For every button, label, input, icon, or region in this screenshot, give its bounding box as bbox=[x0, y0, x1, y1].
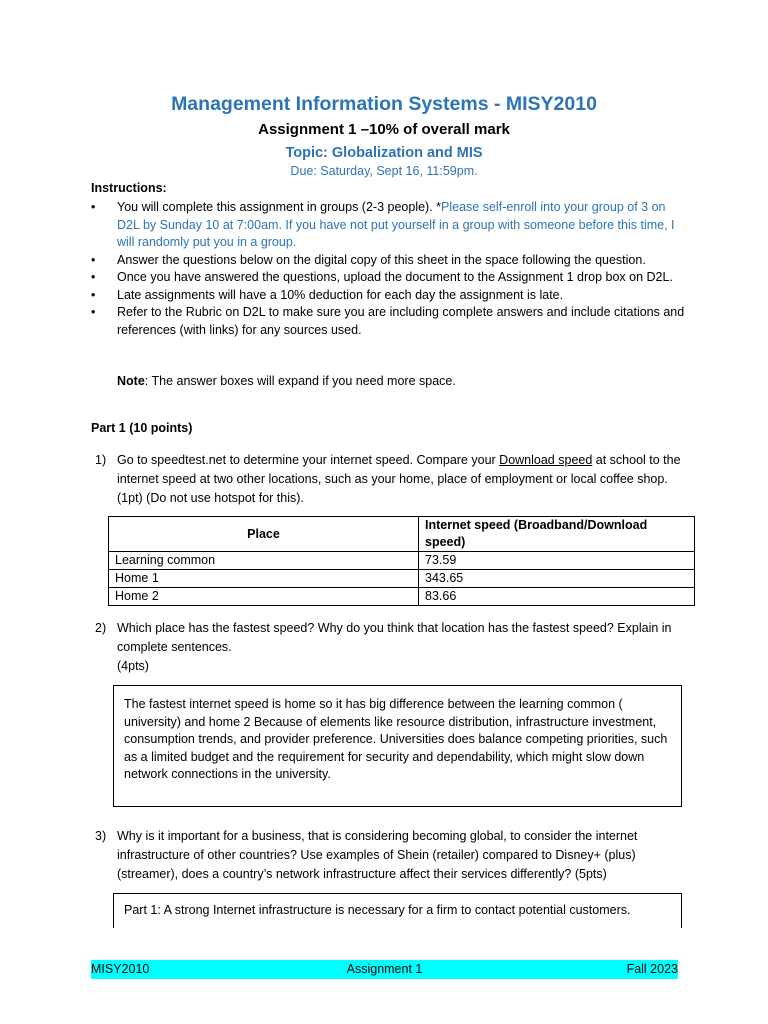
instructions-list bbox=[91, 199, 691, 339]
speed-cell[interactable]: 83.66 bbox=[419, 588, 695, 606]
assignment-subtitle: Assignment 1 –10% of overall mark bbox=[258, 121, 510, 138]
table-row bbox=[109, 570, 695, 588]
part1-heading: Part 1 (10 points) bbox=[91, 421, 193, 435]
document-title: Management Information Systems - MISY2010 bbox=[171, 93, 597, 115]
footer-term: Fall 2023 bbox=[626, 962, 678, 976]
due-date: Due: Saturday, Sept 16, 11:59pm. bbox=[290, 164, 478, 178]
footer-assignment: Assignment 1 bbox=[346, 962, 423, 976]
speed-cell[interactable]: 343.65 bbox=[419, 570, 695, 588]
column-header-speed: Internet speed (Broadband/Download speed) bbox=[419, 517, 695, 552]
footer-course-code: MISY2010 bbox=[91, 962, 150, 976]
topic-line: Topic: Globalization and MIS bbox=[285, 145, 483, 161]
place-cell[interactable]: Learning common bbox=[109, 552, 419, 570]
speed-cell[interactable]: 73.59 bbox=[419, 552, 695, 570]
note-label: Note bbox=[117, 374, 145, 388]
instruction-item: • Answer the questions below on the digital copy of this sheet in the space following the question. bbox=[91, 252, 691, 270]
instructions-heading: Instructions: bbox=[91, 181, 167, 195]
table-row bbox=[109, 588, 695, 606]
question-text-part: Go to speedtest.net to determine your internet speed. Compare your bbox=[117, 453, 500, 467]
column-header-place: Place bbox=[109, 517, 419, 552]
answer-box-q3[interactable]: Part 1: A strong Internet infrastructure is necessary for a firm to contact potential customers. bbox=[113, 893, 682, 928]
question-text bbox=[117, 451, 691, 508]
question-2 bbox=[91, 619, 691, 676]
speed-table bbox=[108, 516, 695, 606]
table-row bbox=[109, 552, 695, 570]
instruction-item: • Late assignments will have a 10% deduction for each day the assignment is late. bbox=[91, 287, 691, 305]
answer-box-q2[interactable]: The fastest internet speed is home so it has big difference between the learning common ( university) and home 2 Because of elements like resource distribution, infrastructure investment, consumption trends, and provider preference. Universities does balance competing priorities, such as a limited budget and the requirement for security and dependability, which might slow down network connections in the university. bbox=[113, 685, 682, 807]
note-line bbox=[117, 374, 456, 388]
instruction-item: • Once you have answered the questions, upload the document to the Assignment 1 drop box on D2L. bbox=[91, 269, 691, 287]
instruction-text: You will complete this assignment in groups (2-3 people). * bbox=[117, 200, 442, 214]
place-cell[interactable]: Home 2 bbox=[109, 588, 419, 606]
instruction-item: • Refer to the Rubric on D2L to make sure you are including complete answers and include citations and references (with links) for any sources used. bbox=[91, 304, 691, 339]
question-3 bbox=[91, 827, 691, 884]
question-points: (4pts) bbox=[117, 659, 149, 673]
question-number: 3) bbox=[95, 829, 107, 843]
page-footer bbox=[91, 960, 678, 979]
self-enroll-notice: Please self-enroll into your group of 3 on D2L by Sunday 10 at 7:00am. If you have not put yourself in a group with someone before this time, I will randomly put you in a group. bbox=[117, 200, 675, 249]
download-speed-underlined: Download speed bbox=[499, 453, 593, 467]
question-number: 2) bbox=[95, 621, 107, 635]
question-text: Why is it important for a business, that is considering becoming global, to consider the internet infrastructure of other countries? Use examples of Shein (retailer) compared to Disney+ (plus) (streamer), does a country’s network infrastructure affect their services differently? (5pts) bbox=[117, 829, 638, 881]
note-text: : The answer boxes will expand if you need more space. bbox=[144, 374, 456, 388]
place-cell[interactable]: Home 1 bbox=[109, 570, 419, 588]
question-text-part: at school to the internet speed at two other locations, such as your home, place of employment or local coffee shop. (1pt) (Do not use hotspot for this). bbox=[117, 453, 681, 505]
question-1 bbox=[91, 451, 691, 508]
instruction-item bbox=[91, 199, 691, 252]
table-header-row bbox=[109, 517, 695, 552]
question-text: Which place has the fastest speed? Why do you think that location has the fastest speed? Explain in complete sentences. bbox=[117, 621, 672, 654]
question-number: 1) bbox=[95, 453, 107, 467]
